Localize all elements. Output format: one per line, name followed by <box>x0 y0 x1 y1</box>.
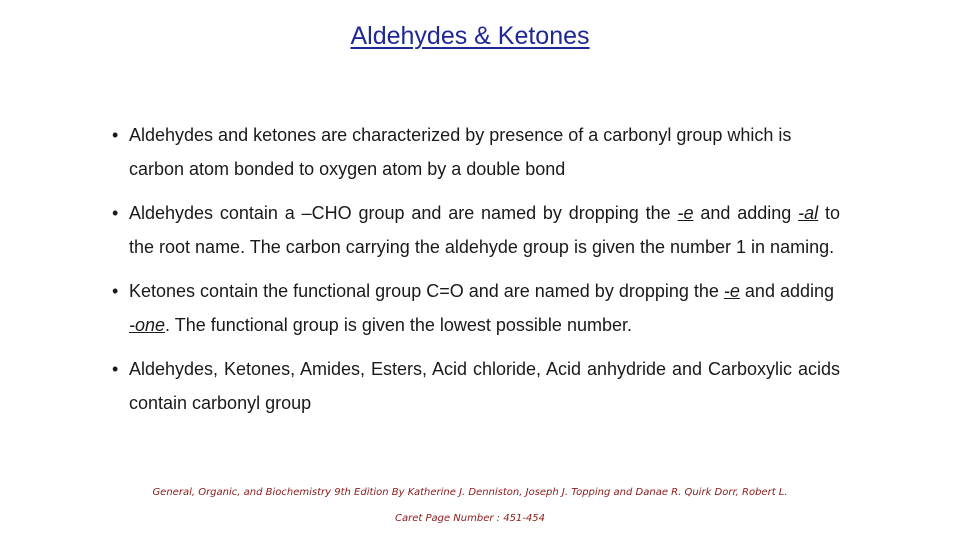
bullet-text-post: to the root name. The carbon carrying the aldehyde group is given the number 1 in naming. <box>129 203 840 257</box>
bullet-item-1 <box>110 118 840 186</box>
reference-citation: General, Organic, and Biochemistry 9th Edition By Katherine J. Denniston, Joseph J. Topping and Danae R. Quirk Dorr, Robert L. <box>152 487 788 498</box>
suffix-al: -al <box>798 203 819 223</box>
bullet-text-post: . The functional group is given the lowest possible number. <box>165 315 632 335</box>
bullet-list <box>110 118 840 430</box>
suffix-one: -one <box>129 315 166 335</box>
bullet-text-mid: and adding <box>739 281 835 301</box>
bullet-text-mid: and adding <box>693 203 799 223</box>
bullet-text: Aldehydes, Ketones, Amides, Esters, Acid chloride, Acid anhydride and Carboxylic acids contain carbonyl group <box>129 359 840 413</box>
bullet-text-pre: Ketones contain the functional group C=O and are named by dropping the <box>129 281 724 301</box>
bullet-marker: • <box>112 281 119 301</box>
bullet-marker: • <box>112 203 119 223</box>
suffix-e: -e <box>677 203 694 223</box>
bullet-text: Aldehydes and ketones are characterized by presence of a carbonyl group which is carbon atom bonded to oxygen atom by a double bond <box>129 125 792 179</box>
bullet-item-4 <box>110 352 840 420</box>
bullet-item-3 <box>110 274 840 342</box>
bullet-item-2 <box>110 196 840 264</box>
reference-page-number: Caret Page Number : 451-454 <box>395 513 545 524</box>
bullet-text-pre: Aldehydes contain a –CHO group and are named by dropping the <box>129 203 678 223</box>
bullet-marker: • <box>112 125 119 145</box>
suffix-e: -e <box>723 281 740 301</box>
slide-title: Aldehydes & Ketones <box>350 22 590 50</box>
bullet-marker: • <box>112 359 119 379</box>
